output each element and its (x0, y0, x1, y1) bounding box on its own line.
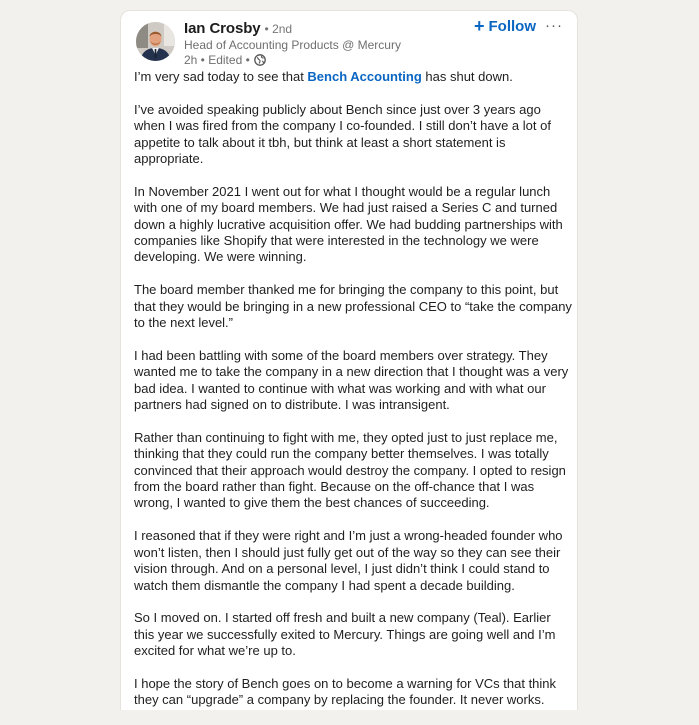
post-timestamp: 2h • Edited • (184, 53, 250, 67)
author-info (184, 20, 401, 67)
follow-label: Follow (488, 17, 537, 35)
post-paragraph: I hope the story of Bench goes on to become a warning for VCs that think they can “upgrade” a company by replacing the founder. It never works. (134, 675, 557, 708)
post-paragraph: So I moved on. I started off fresh and built a new company (Teal). Earlier this year we successfully exited to Mercury. Things are going well and I’m excited for what we’re up to. (134, 610, 556, 659)
author-name[interactable]: Ian Crosby (184, 20, 261, 37)
company-mention-link[interactable]: Bench Accounting (307, 69, 422, 84)
plus-icon: + (474, 16, 485, 36)
post-paragraph: I’ve avoided speaking publicly about Bench since just over 3 years ago when I was fired from the company I co-founded. I still don’t have a lot of appetite to talk about it tbh, but think at least a short statement is appropriate. (134, 101, 551, 167)
post-paragraph: I reasoned that if they were right and I’m just a wrong-headed founder who won’t listen, then I should just fully get out of the way so they can see their vision through. And on a personal level, I just didn’t think I could stand to watch them dismantle the company I had spent a decade building. (134, 528, 563, 593)
author-headline: Head of Accounting Products @ Mercury (184, 38, 401, 52)
connection-degree: • 2nd (264, 22, 293, 36)
post-text: has shut down. (421, 69, 513, 84)
post-body (134, 69, 574, 725)
post-paragraph: In November 2021 I went out for what I thought would be a regular lunch with one of my board members. We had just raised a Series C and turned down a highly lucrative acquisition offer. We had budding partnerships with companies like Shopify that were interested in the technology we were developing. We were winning. (134, 183, 563, 265)
post-meta (184, 53, 401, 67)
post-paragraph (134, 69, 574, 85)
globe-icon (254, 54, 266, 66)
post-paragraph: I had been battling with some of the board members over strategy. They wanted me to take the company in a new direction that I thought was a very bad idea. I wanted to continue with what was working and with what our partners had signed on to distribute. I was intransigent. (134, 347, 569, 413)
follow-button[interactable] (474, 17, 536, 35)
author-avatar[interactable] (136, 22, 175, 61)
avatar-photo (136, 22, 175, 61)
more-options-icon[interactable]: ··· (545, 17, 563, 34)
post-text: I’m very sad today to see that (134, 69, 308, 84)
post-paragraph: The board member thanked me for bringing the company to this point, but that they would be bringing in a new professional CEO to “take the company to the next level.” (134, 282, 572, 331)
post-paragraph: Rather than continuing to fight with me, they opted just to just replace me, thinking that they could run the company better themselves. I was totally convinced that their approach would destroy the company. I opted to resign from the board rather than fight. Because on the off-chance that I was wrong, I wanted to give them the best chances of succeeding. (134, 429, 566, 511)
post-card (120, 10, 578, 710)
